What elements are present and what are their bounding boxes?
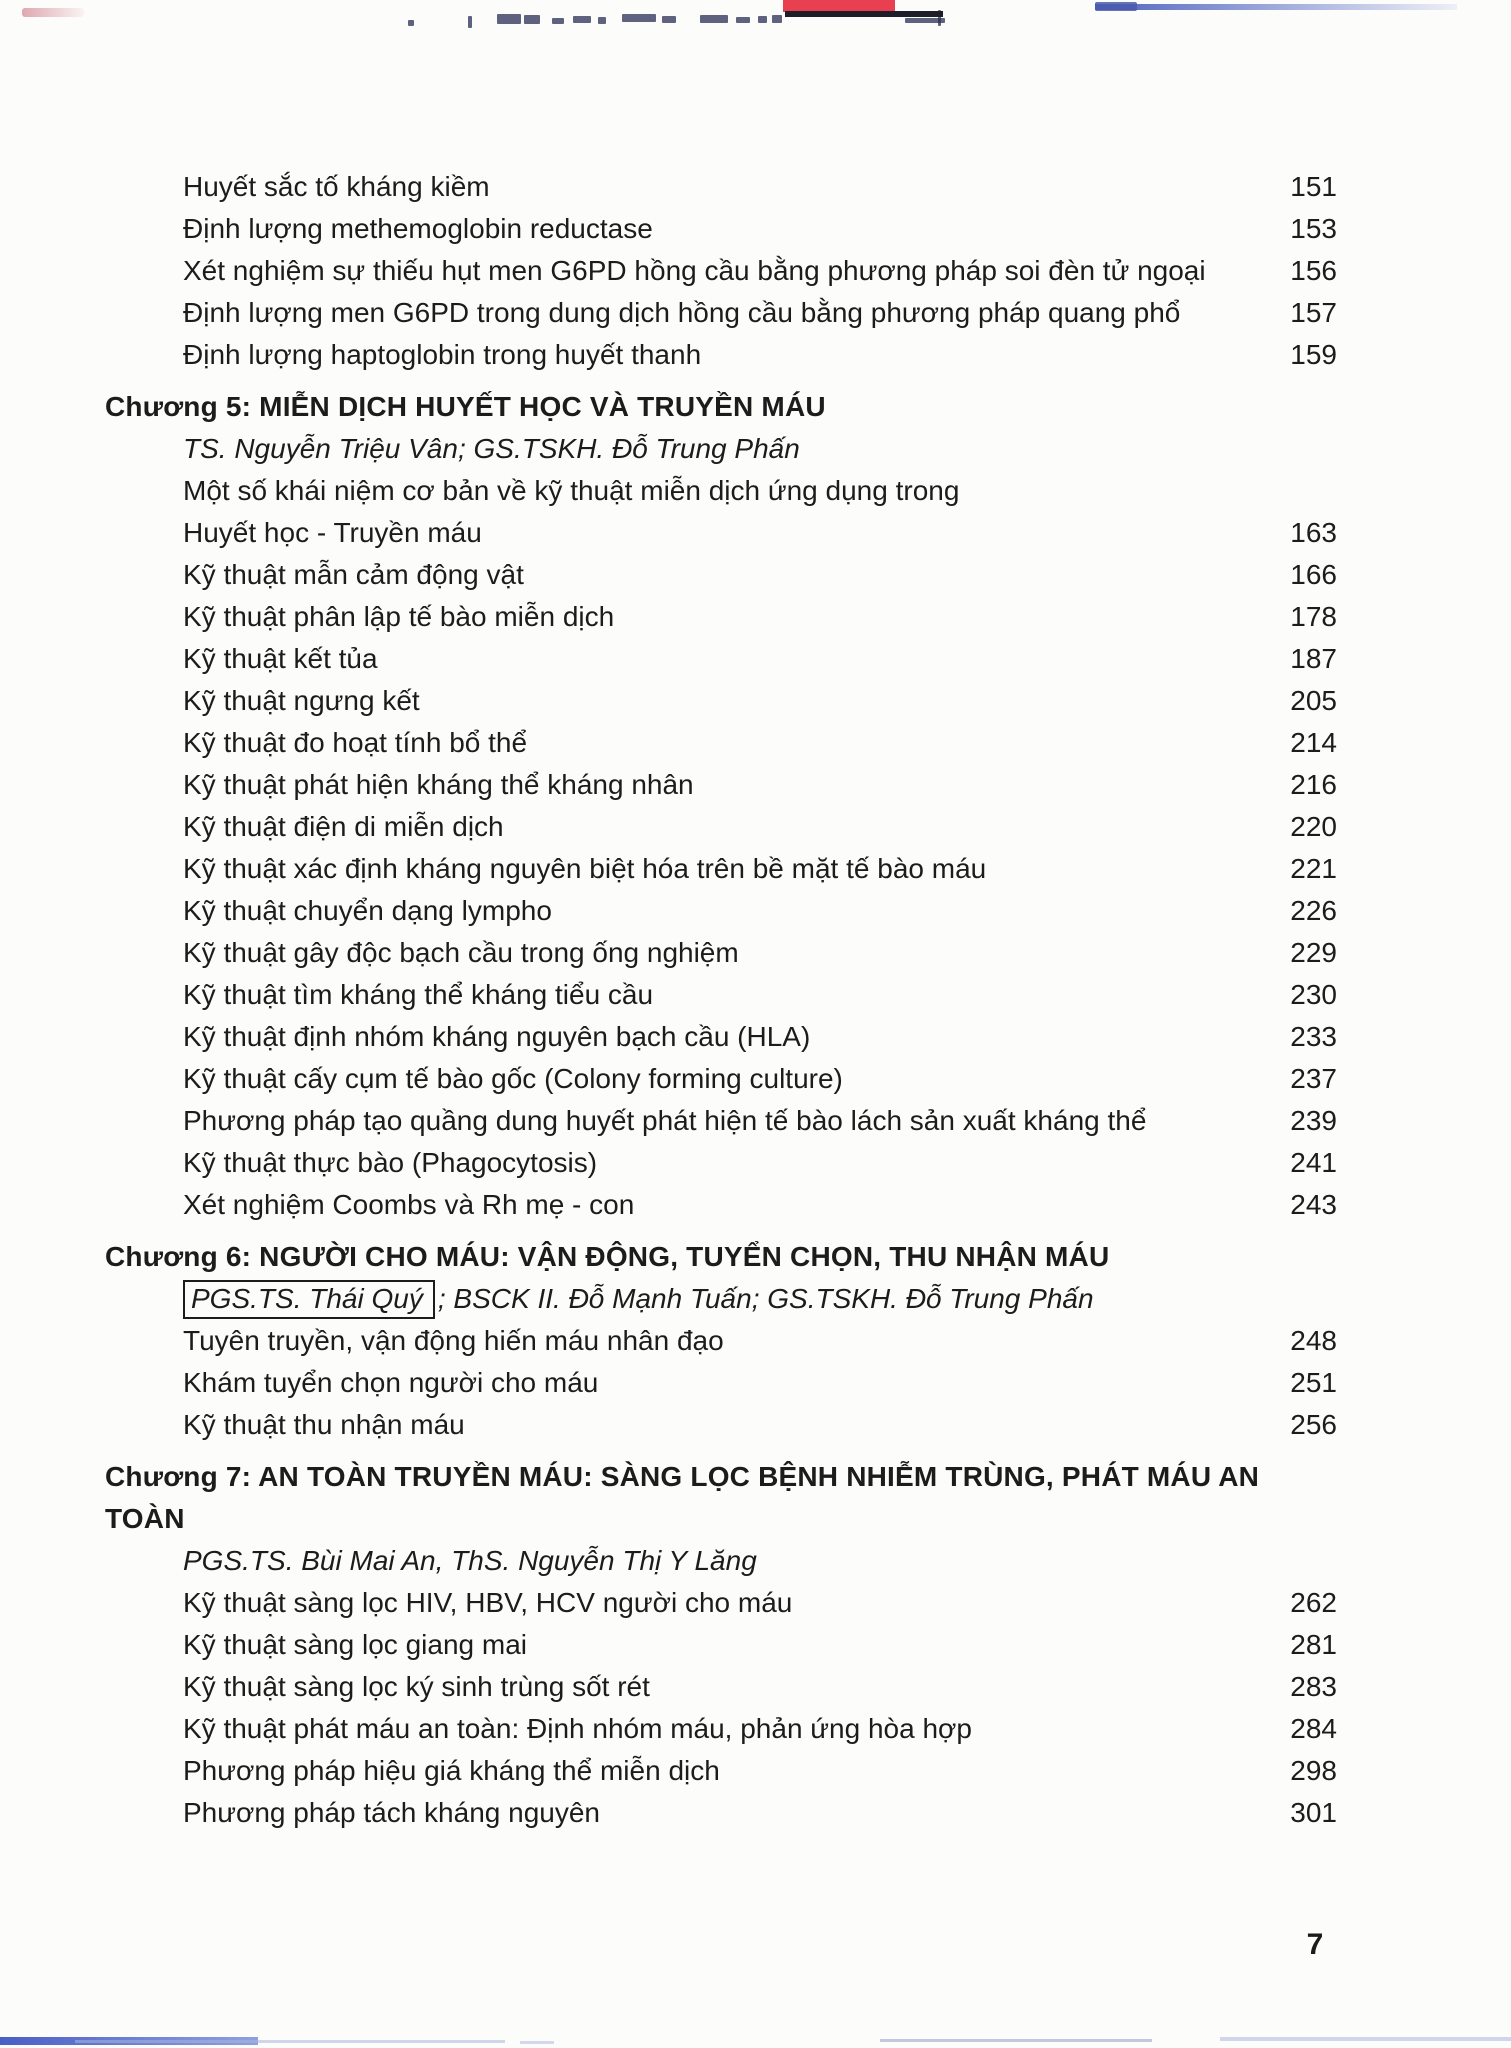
toc-entry xyxy=(105,1708,1337,1750)
entry-title: Kỹ thuật sàng lọc ký sinh trùng sốt rét xyxy=(183,1671,650,1702)
table-of-contents xyxy=(105,166,1337,1834)
entry-title: Huyết sắc tố kháng kiềm xyxy=(183,171,490,202)
toc-entry xyxy=(105,292,1337,334)
toc-entry xyxy=(105,334,1337,376)
entry-page-number: 243 xyxy=(1290,1189,1337,1220)
entry-page-number: 229 xyxy=(1290,937,1337,968)
entry-title: Định lượng men G6PD trong dung dịch hồng cầu bằng phương pháp quang phổ xyxy=(183,297,1181,328)
toc-section-3 xyxy=(105,1456,1337,1834)
entry-title: Xét nghiệm sự thiếu hụt men G6PD hồng cầu bằng phương pháp soi đèn tử ngoại xyxy=(183,255,1206,286)
entry-title: Kỹ thuật điện di miễn dịch xyxy=(183,811,504,842)
toc-entry xyxy=(105,848,1337,890)
entry-title: Kỹ thuật cấy cụm tế bào gốc (Colony forming culture) xyxy=(183,1063,843,1094)
entry-title: Định lượng haptoglobin trong huyết thanh xyxy=(183,339,702,370)
footer-page-number: 7 xyxy=(1306,1928,1324,1961)
chapter-heading: Chương 6: NGƯỜI CHO MÁU: VẬN ĐỘNG, TUYỂN CHỌN, THU NHẬN MÁU xyxy=(105,1241,1110,1272)
chapter-authors xyxy=(105,428,1337,470)
entry-title: Tuyên truyền, vận động hiến máu nhân đạo xyxy=(183,1325,724,1356)
toc-entry xyxy=(105,1320,1337,1362)
toc-section-0 xyxy=(105,166,1337,376)
entry-page-number: 166 xyxy=(1290,559,1337,590)
entry-page-number: 251 xyxy=(1290,1367,1337,1398)
toc-entry xyxy=(105,1624,1337,1666)
entry-title: Kỹ thuật gây độc bạch cầu trong ống nghiệm xyxy=(183,937,739,968)
chapter-authors xyxy=(105,1540,1337,1582)
entry-title: Kỹ thuật xác định kháng nguyên biệt hóa trên bề mặt tế bào máu xyxy=(183,853,987,884)
entry-page-number: 237 xyxy=(1290,1063,1337,1094)
scan-artifact-bottom-line-faint-4 xyxy=(1220,2037,1511,2041)
chapter-heading: Chương 5: MIỄN DỊCH HUYẾT HỌC VÀ TRUYỀN MÁU xyxy=(105,391,826,422)
toc-section-1 xyxy=(105,386,1337,1226)
toc-entry xyxy=(105,1058,1337,1100)
entry-title: Kỹ thuật sàng lọc HIV, HBV, HCV người cho máu xyxy=(183,1587,793,1618)
toc-entry xyxy=(105,1362,1337,1404)
entry-page-number: 151 xyxy=(1290,171,1337,202)
toc-entry xyxy=(105,974,1337,1016)
entry-page-number: 301 xyxy=(1290,1797,1337,1828)
toc-sections xyxy=(105,166,1337,1834)
author-text: ; BSCK II. Đỗ Mạnh Tuấn; GS.TSKH. Đỗ Trung Phấn xyxy=(437,1283,1094,1314)
entry-title: Kỹ thuật thu nhận máu xyxy=(183,1409,465,1440)
toc-entry xyxy=(105,596,1337,638)
entry-page-number: 230 xyxy=(1290,979,1337,1010)
entry-page-number: 281 xyxy=(1290,1629,1337,1660)
scan-artifact-black-bar xyxy=(785,11,943,17)
toc-entry xyxy=(105,1142,1337,1184)
entry-page-number: 248 xyxy=(1290,1325,1337,1356)
chapter-authors xyxy=(105,1278,1337,1320)
entry-title: Phương pháp tạo quầng dung huyết phát hiện tế bào lách sản xuất kháng thể xyxy=(183,1105,1147,1136)
entry-title: Kỹ thuật sàng lọc giang mai xyxy=(183,1629,527,1660)
toc-entry xyxy=(105,470,1337,512)
entry-page-number: 220 xyxy=(1290,811,1337,842)
scan-artifact-top-right-line xyxy=(1095,4,1457,10)
entry-page-number: 153 xyxy=(1290,213,1337,244)
entry-page-number: 156 xyxy=(1290,255,1337,286)
entry-page-number: 163 xyxy=(1290,517,1337,548)
entry-page-number: 283 xyxy=(1290,1671,1337,1702)
toc-entry xyxy=(105,1792,1337,1834)
entry-page-number: 241 xyxy=(1290,1147,1337,1178)
boxed-author-name: PGS.TS. Thái Quý xyxy=(183,1280,435,1319)
toc-entry xyxy=(105,1184,1337,1226)
toc-entry xyxy=(105,764,1337,806)
toc-entry xyxy=(105,1750,1337,1792)
entry-title: Kỹ thuật chuyển dạng lympho xyxy=(183,895,552,926)
toc-entry xyxy=(105,1016,1337,1058)
entry-page-number: 226 xyxy=(1290,895,1337,926)
entry-page-number: 239 xyxy=(1290,1105,1337,1136)
toc-entry xyxy=(105,722,1337,764)
entry-page-number: 233 xyxy=(1290,1021,1337,1052)
toc-entry xyxy=(105,890,1337,932)
entry-title: Kỹ thuật phát máu an toàn: Định nhóm máu, phản ứng hòa hợp xyxy=(183,1713,972,1744)
entry-page-number: 178 xyxy=(1290,601,1337,632)
toc-entry xyxy=(105,1666,1337,1708)
entry-title: Kỹ thuật kết tủa xyxy=(183,643,378,674)
toc-entry xyxy=(105,166,1337,208)
entry-title: Kỹ thuật định nhóm kháng nguyên bạch cầu (HLA) xyxy=(183,1021,811,1052)
entry-title: Định lượng methemoglobin reductase xyxy=(183,213,653,244)
toc-entry xyxy=(105,806,1337,848)
entry-title: Một số khái niệm cơ bản về kỹ thuật miễn dịch ứng dụng trong xyxy=(183,475,960,506)
toc-section-2 xyxy=(105,1236,1337,1446)
toc-entry xyxy=(105,638,1337,680)
entry-page-number: 298 xyxy=(1290,1755,1337,1786)
author-text: PGS.TS. Bùi Mai An, ThS. Nguyễn Thị Y Lăng xyxy=(183,1545,757,1576)
entry-page-number: 214 xyxy=(1290,727,1337,758)
toc-entry xyxy=(105,680,1337,722)
toc-entry xyxy=(105,1404,1337,1446)
entry-title: Kỹ thuật phát hiện kháng thể kháng nhân xyxy=(183,769,694,800)
entry-page-number: 187 xyxy=(1290,643,1337,674)
author-text: TS. Nguyễn Triệu Vân; GS.TSKH. Đỗ Trung Phấn xyxy=(183,433,800,464)
scan-artifact-bottom-line-faint-2 xyxy=(520,2041,554,2044)
entry-title: Kỹ thuật phân lập tế bào miễn dịch xyxy=(183,601,615,632)
scan-artifact-top-left-red xyxy=(22,8,84,17)
entry-title: Kỹ thuật tìm kháng thể kháng tiểu cầu xyxy=(183,979,654,1010)
entry-page-number: 256 xyxy=(1290,1409,1337,1440)
entry-title: Xét nghiệm Coombs và Rh mẹ - con xyxy=(183,1189,635,1220)
entry-title: Kỹ thuật mẫn cảm động vật xyxy=(183,559,524,590)
toc-entry xyxy=(105,554,1337,596)
entry-title: Kỹ thuật ngưng kết xyxy=(183,685,420,716)
entry-title: Huyết học - Truyền máu xyxy=(183,517,482,548)
entry-title: Phương pháp hiệu giá kháng thể miễn dịch xyxy=(183,1755,720,1786)
entry-page-number: 157 xyxy=(1290,297,1337,328)
toc-entry xyxy=(105,250,1337,292)
entry-title: Phương pháp tách kháng nguyên xyxy=(183,1797,600,1828)
entry-page-number: 221 xyxy=(1290,853,1337,884)
entry-page-number: 262 xyxy=(1290,1587,1337,1618)
entry-title: Khám tuyển chọn người cho máu xyxy=(183,1367,599,1398)
toc-entry xyxy=(105,208,1337,250)
scan-artifact-top-right-blob xyxy=(1095,2,1137,11)
entry-title: Kỹ thuật thực bào (Phagocytosis) xyxy=(183,1147,598,1178)
entry-page-number: 159 xyxy=(1290,339,1337,370)
entry-title: Kỹ thuật đo hoạt tính bổ thể xyxy=(183,727,528,758)
toc-entry xyxy=(105,1100,1337,1142)
scan-artifact-bottom-line-faint-1 xyxy=(75,2040,505,2043)
chapter-heading: Chương 7: AN TOÀN TRUYỀN MÁU: SÀNG LỌC BỆNH NHIỄM TRÙNG, PHÁT MÁU AN TOÀN xyxy=(105,1461,1260,1534)
toc-entry xyxy=(105,1582,1337,1624)
entry-page-number: 284 xyxy=(1290,1713,1337,1744)
entry-page-number: 205 xyxy=(1290,685,1337,716)
entry-page-number: 216 xyxy=(1290,769,1337,800)
toc-entry xyxy=(105,512,1337,554)
toc-entry xyxy=(105,932,1337,974)
scan-artifact-bottom-line-faint-3 xyxy=(880,2039,1152,2042)
